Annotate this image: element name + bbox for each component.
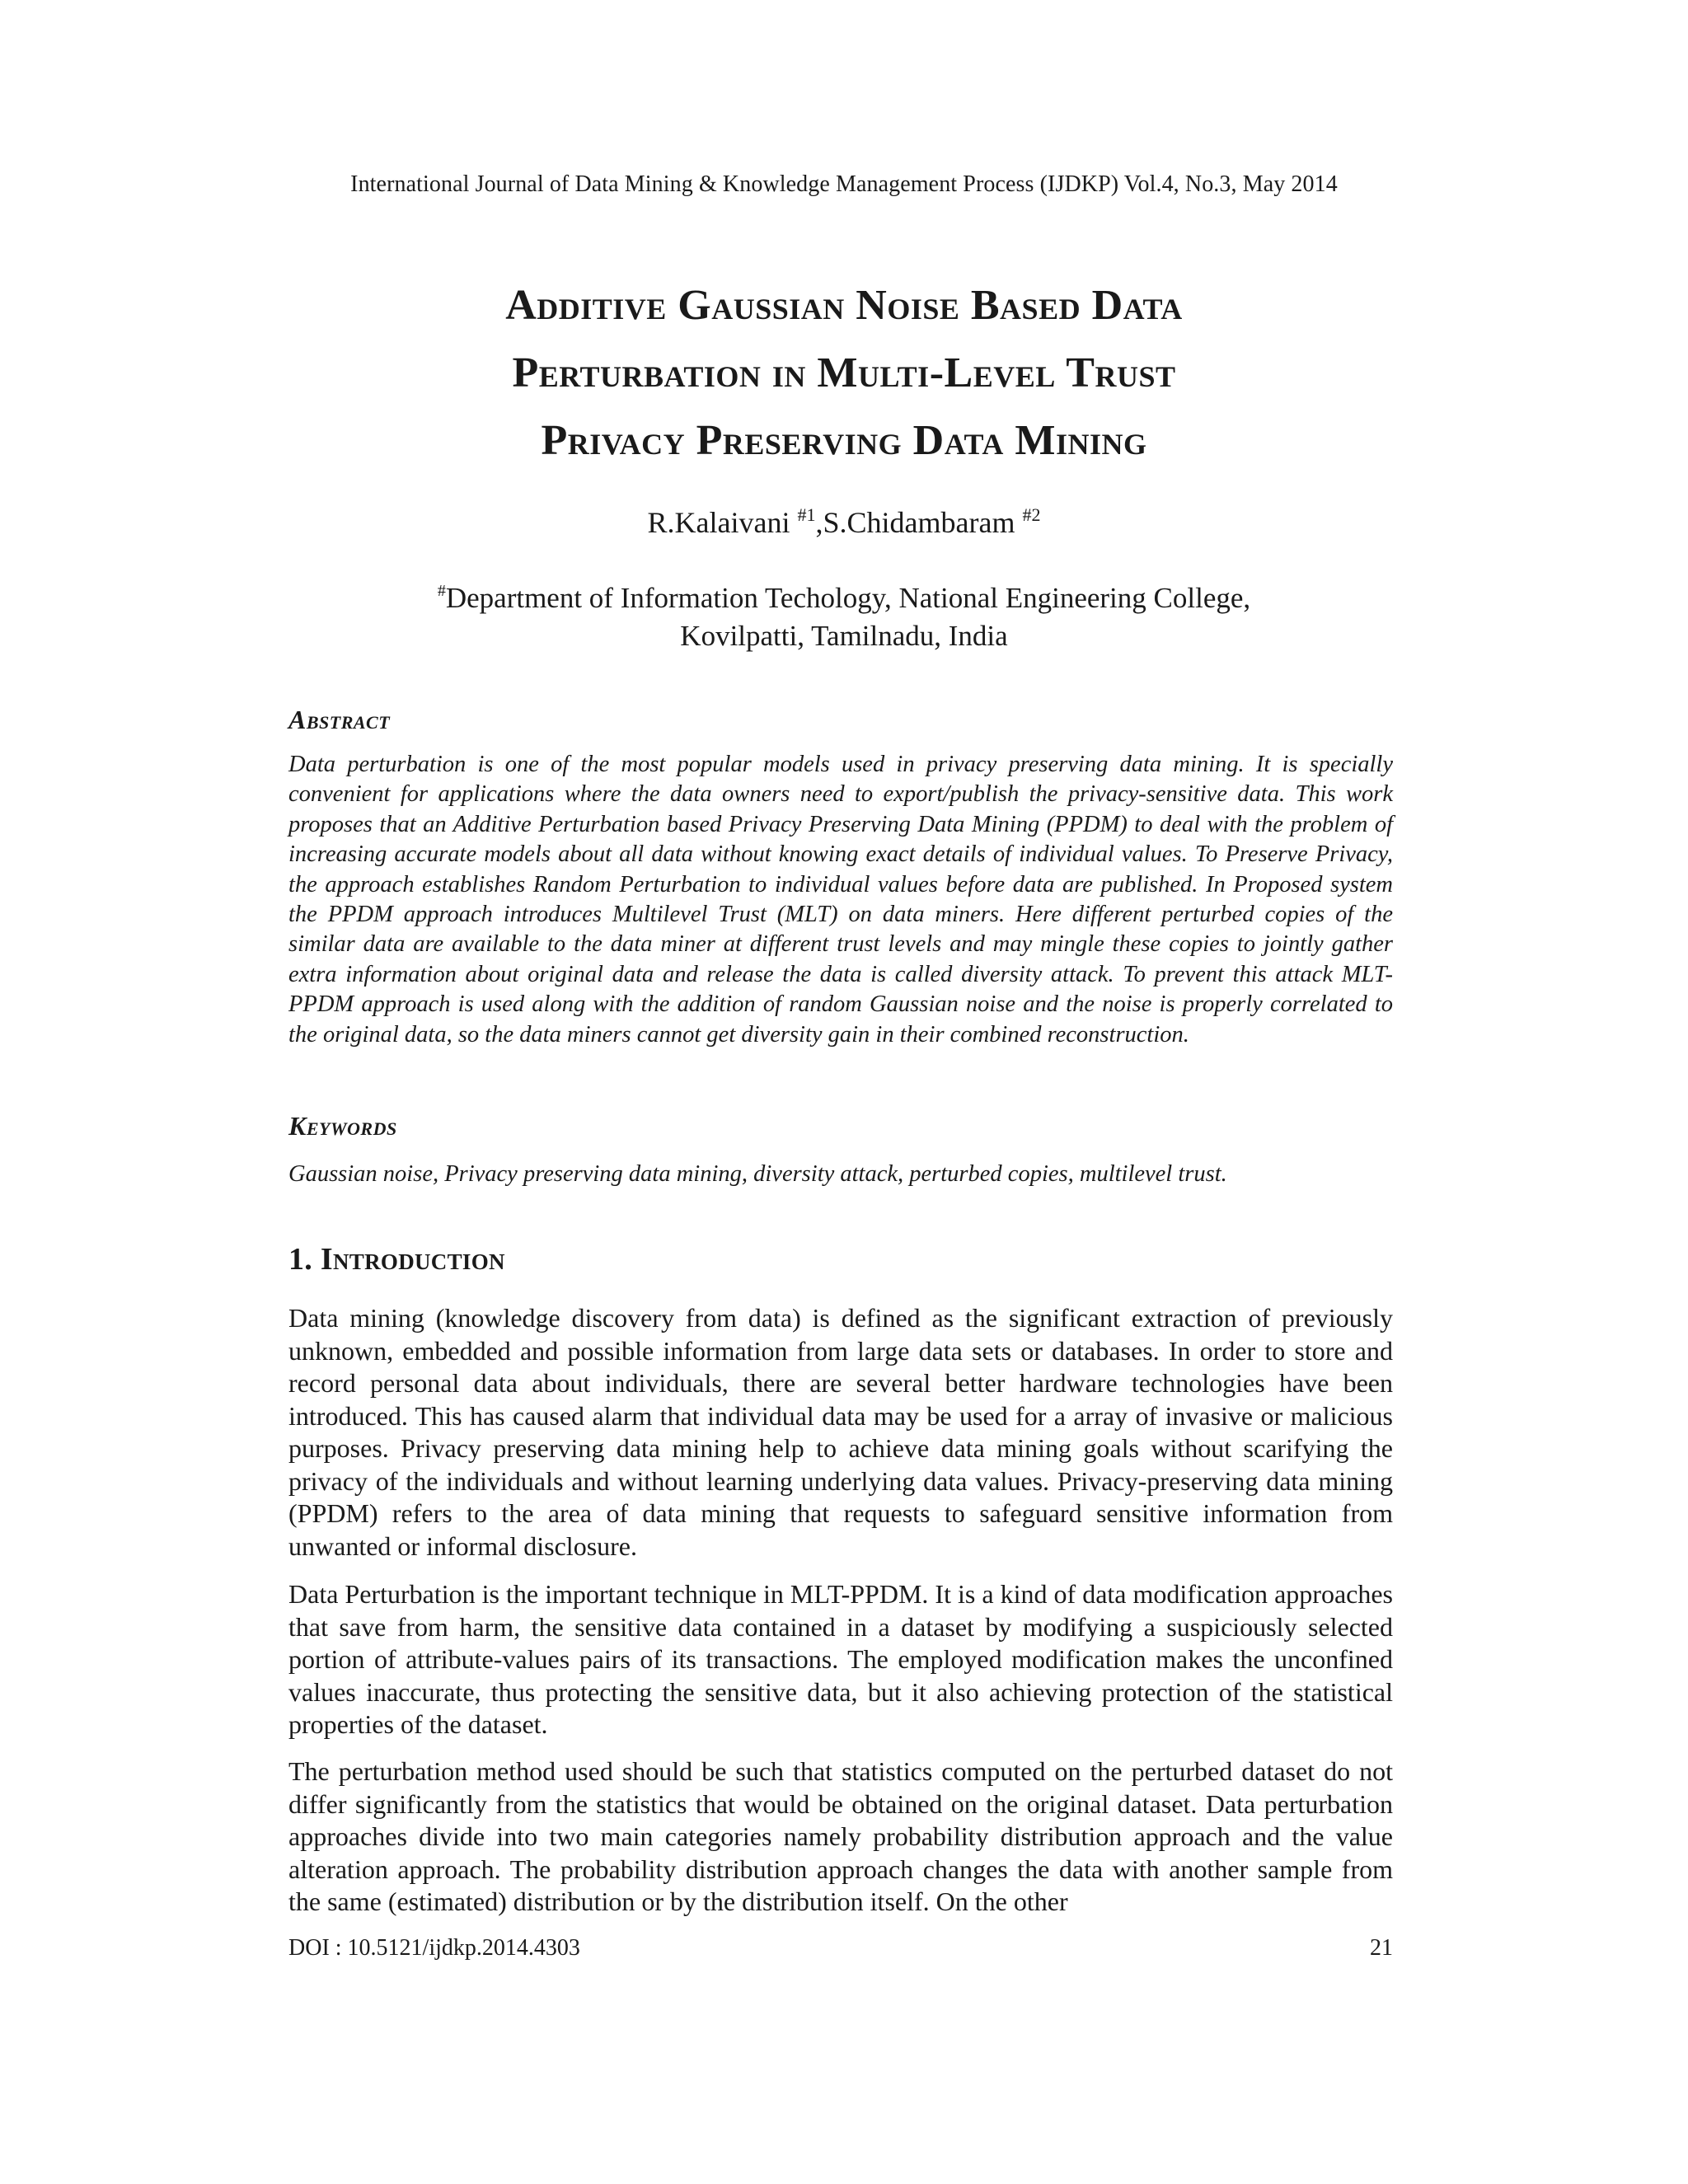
affiliation-line-2: Kovilpatti, Tamilnadu, India <box>680 620 1008 652</box>
author-1-name: R.Kalaivani <box>647 506 798 539</box>
footer-doi: DOI : 10.5121/ijdkp.2014.4303 <box>288 1935 580 1961</box>
introduction-heading: 1. Introduction <box>288 1242 505 1277</box>
title-line-1: Additive Gaussian Noise Based Data <box>505 282 1183 329</box>
intro-paragraph-3: The perturbation method used should be such that statistics computed on the perturbed dataset do not differ significantly from the statistics that would be obtained on the original dataset. Data perturbation approaches divide into two main categories namely probability distribution approach and the value alteration approach. The probability distribution approach changes the data with another sample from the same (estimated) distribution or by the distribution itself. On the other <box>288 1756 1393 1916</box>
affiliation <box>0 572 1688 655</box>
author-1-mark: #1 <box>797 504 816 525</box>
title-line-3: Privacy Preserving Data Mining <box>541 417 1147 464</box>
title-line-2: Perturbation in Multi-Level Trust <box>512 349 1176 396</box>
keywords-heading: Keywords <box>288 1111 397 1141</box>
author-list <box>0 504 1688 540</box>
abstract-text: Data perturbation is one of the most popular models used in privacy preserving data mining. It is specially convenient for applications where the data owners need to export/publish the privacy-sensitive data. This work proposes that an Additive Perturbation based Privacy Preserving Data Mining (PPDM) to deal with the problem of increasing accurate models about all data without knowing exact details of individual values. To Preserve Privacy, the approach establishes Random Perturbation to individual values before data are published. In Proposed system the PPDM approach introduces Multilevel Trust (MLT) on data miners. Here different perturbed copies of the similar data are available to the data miner at different trust levels and may mingle these copies to jointly gather extra information about original data and release the data is called diversity attack. To prevent this attack MLT-PPDM approach is used along with the addition of random Gaussian noise and the noise is properly correlated to the original data, so the data miners cannot get diversity gain in their combined reconstruction. <box>288 752 1393 1047</box>
intro-paragraph-1: Data mining (knowledge discovery from data) is defined as the significant extraction of previously unknown, embedded and possible information from large data sets or databases. In order to store and record personal data about individuals, there are several better hardware technologies have been introduced. This has caused alarm that individual data may be used for a array of invasive or malicious purposes. Privacy preserving data mining help to achieve data mining goals without scarifying the privacy of the individuals and without learning underlying data values. Privacy-preserving data mining (PPDM) refers to the area of data mining that requests to safeguard sensitive information from unwanted or informal disclosure. <box>288 1303 1393 1561</box>
keywords-text: Gaussian noise, Privacy preserving data mining, diversity attack, perturbed copies, multilevel trust. <box>288 1161 1227 1187</box>
abstract-heading: Abstract <box>288 705 391 734</box>
affiliation-line-1: Department of Information Techology, National Engineering College, <box>445 582 1251 614</box>
author-2-mark: #2 <box>1022 504 1041 525</box>
running-header: International Journal of Data Mining & Knowledge Management Process (IJDKP) Vol.4, No.3, May 2014 <box>350 171 1338 197</box>
author-2-name: ,S.Chidambaram <box>815 506 1023 539</box>
affiliation-mark: # <box>437 582 446 600</box>
page-number: 21 <box>1370 1935 1393 1961</box>
intro-paragraph-2: Data Perturbation is the important technique in MLT-PPDM. It is a kind of data modification approaches that save from harm, the sensitive data contained in a dataset by modifying a suspiciously selected portion of attribute-values pairs of its transactions. The employed modification makes the unconfined values inaccurate, thus protecting the sensitive data, but it also achieving protection of the statistical properties of the dataset. <box>288 1579 1393 1739</box>
paper-title <box>247 272 1441 475</box>
